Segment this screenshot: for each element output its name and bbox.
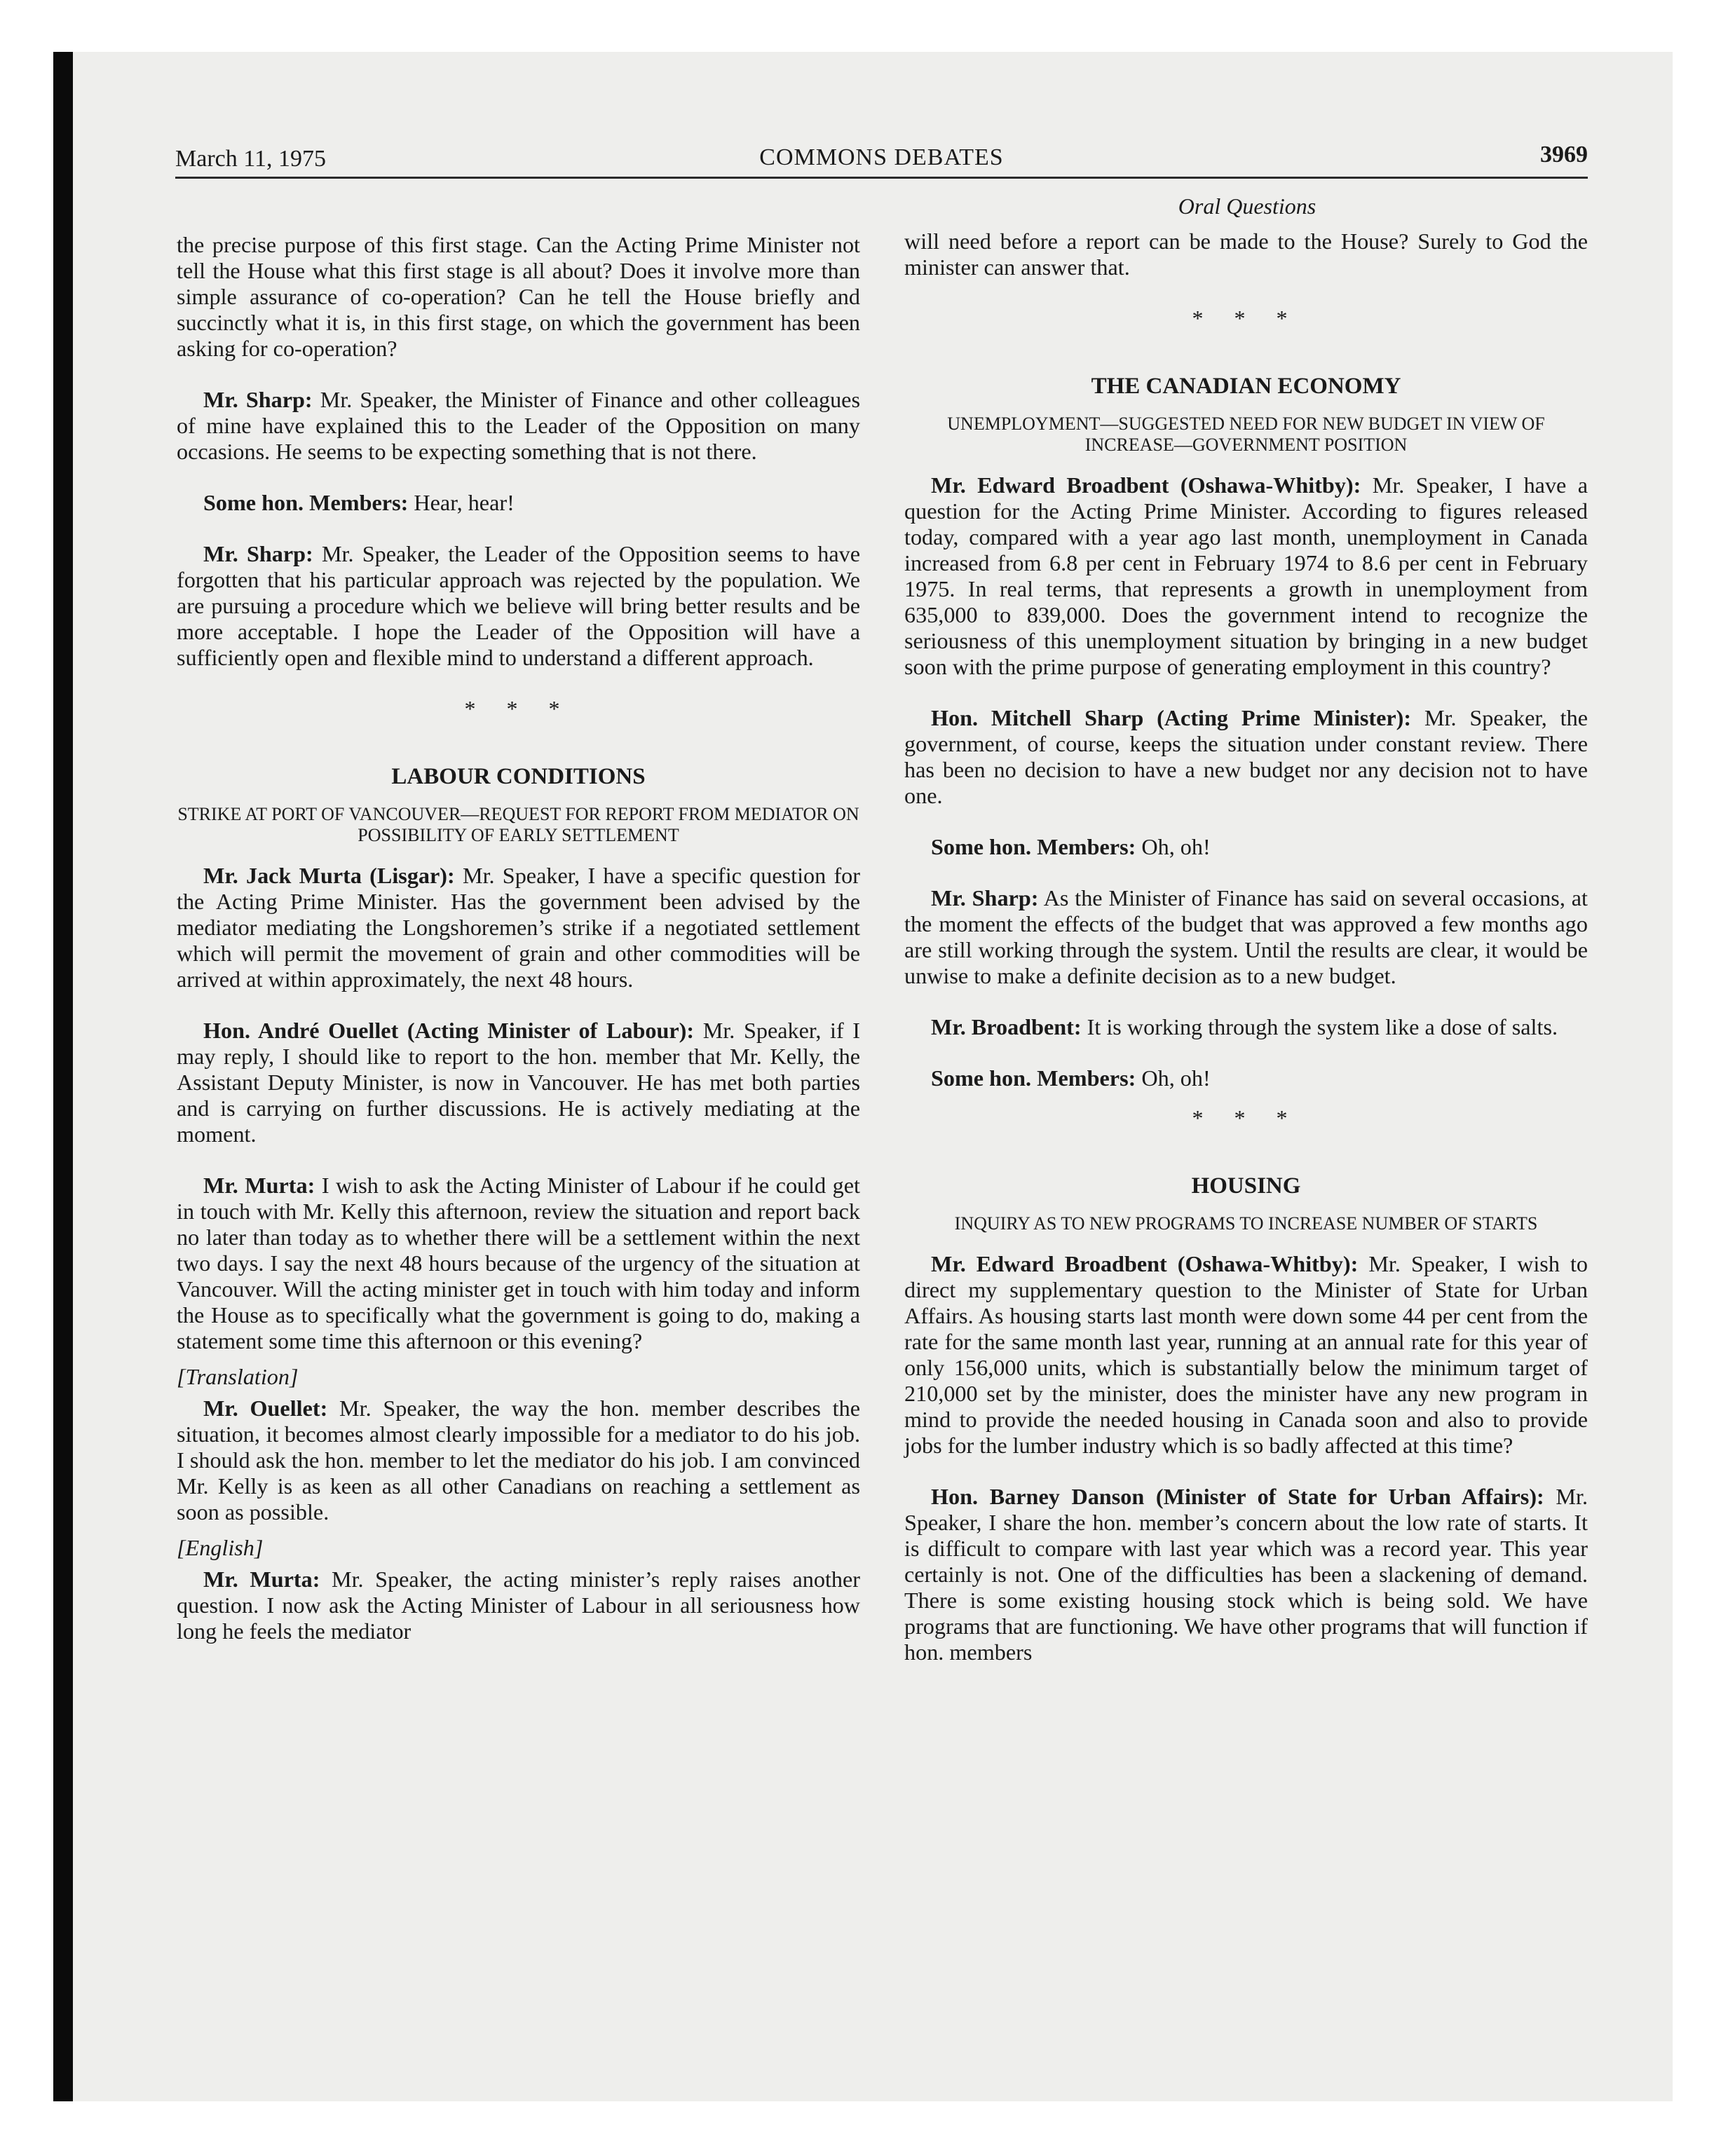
paragraph: will need before a report can be made to the House? Surely to God the minister can answer that.	[904, 228, 1588, 280]
speech-text: Mr. Speaker, I share the hon. member’s concern about the low rate of starts. It is difficult to compare with last year which was a record year. This year certainly is not. One of the difficulties has been a slackening of demand. There is some existing housing stock which is being sold. We have programs that are functioning. We have other programs that will function if hon. members	[904, 1484, 1588, 1665]
speaker-name: Some hon. Members:	[931, 1065, 1136, 1091]
header-date: March 11, 1975	[175, 146, 326, 172]
running-head: Oral Questions	[1178, 193, 1316, 219]
section-divider: * * *	[1192, 1105, 1300, 1131]
section-divider: * * *	[464, 696, 573, 721]
speech-text: Mr. Speaker, I wish to direct my supplementary question to the Minister of State for Urban Affairs. As housing starts last month were down some 44 per cent from the rate for the same month last year, running at an annual rate for this year of only 156,000 units, which is substantially below the minimum target of 210,000 set by the minister, does the minister have any new program in mind to provide the needed housing in Canada soon and also to provide jobs for the lumber industry which is so badly affected at this time?	[904, 1251, 1588, 1458]
right-column	[904, 228, 1588, 1691]
speech-text: Mr. Speaker, the acting minister’s reply raises another question. I now ask the Acting Minister of Labour in all seriousness how long he feels the mediator	[177, 1567, 860, 1644]
speaker-name: Hon. Barney Danson (Minister of State for Urban Affairs):	[931, 1484, 1544, 1509]
speaker-name: Mr. Edward Broadbent (Oshawa-Whitby):	[931, 472, 1361, 498]
section-heading: HOUSING	[1191, 1173, 1301, 1199]
section-subheading: UNEMPLOYMENT—SUGGESTED NEED FOR NEW BUDGET IN VIEW OF INCREASE—GOVERNMENT POSITION	[947, 414, 1545, 455]
speech-text: Oh, oh!	[1136, 1065, 1211, 1091]
speech-text: Mr. Speaker, the Minister of Finance and other colleagues of mine have explained this to the Leader of the Opposition on many occasions. He seems to be expecting something that is not there.	[177, 387, 860, 464]
speech-text: It is working through the system like a dose of salts.	[1081, 1014, 1558, 1039]
speech-paragraph	[177, 863, 860, 992]
section-divider: * * *	[1192, 306, 1300, 331]
page-number: 3969	[1540, 142, 1588, 168]
speaker-name: Some hon. Members:	[203, 490, 409, 515]
speaker-name: Mr. Edward Broadbent (Oshawa-Whitby):	[931, 1251, 1359, 1276]
speaker-name: Mr. Murta:	[203, 1173, 315, 1198]
speaker-name: Hon. André Ouellet (Acting Minister of Labour):	[203, 1018, 695, 1043]
speech-paragraph	[904, 472, 1588, 680]
speech-text: Oh, oh!	[1136, 834, 1211, 859]
speech-paragraph	[177, 1173, 860, 1354]
speech-paragraph	[177, 1018, 860, 1147]
paragraph: the precise purpose of this first stage. Can the Acting Prime Minister not tell the House what this first stage is all about? Does it involve more than simple assurance of co-operation? Can he tell the House briefly and succinctly what it is, in this first stage, on which the government has been asking for co-operation?	[177, 232, 860, 361]
section-subheading: INQUIRY AS TO NEW PROGRAMS TO INCREASE NUMBER OF STARTS	[954, 1213, 1538, 1234]
speaker-name: Mr. Sharp:	[203, 541, 313, 566]
speech-text: I wish to ask the Acting Minister of Labour if he could get in touch with Mr. Kelly this afternoon, review the situation and report back no later than today as to whether there will be a settlement within the next two days. I say the next 48 hours because of the urgency of the situation at Vancouver. Will the acting minister get in touch with him today and inform the House as to specifically what the government is going to do, making a statement some time this afternoon or this evening?	[177, 1173, 860, 1353]
page-header	[175, 140, 1588, 179]
section-subheading: STRIKE AT PORT OF VANCOUVER—REQUEST FOR REPORT FROM MEDIATOR ON POSSIBILITY OF EARLY SETTLEMENT	[177, 804, 859, 845]
language-marker: [English]	[177, 1535, 264, 1560]
speech-paragraph	[904, 834, 1588, 860]
speech-text: Mr. Speaker, if I may reply, I should like to report to the hon. member that Mr. Kelly, the Assistant Deputy Minister, is now in Vancouver. He has met both parties and is carrying on further discussions. He is actively mediating at the moment.	[177, 1018, 861, 1147]
speaker-name: Mr. Murta:	[203, 1567, 320, 1592]
speech-text: As the Minister of Finance has said on several occasions, at the moment the effects of the budget that was approved a few months ago are still working through the system. Until the results are clear, it would be unwise to make a definite decision as to a new budget.	[904, 885, 1588, 988]
language-marker: [Translation]	[177, 1364, 299, 1389]
speech-paragraph	[177, 490, 860, 516]
speech-paragraph	[177, 387, 860, 465]
speaker-name: Hon. Mitchell Sharp (Acting Prime Minister):	[931, 705, 1412, 730]
speech-paragraph	[177, 1567, 860, 1644]
speech-paragraph	[904, 705, 1588, 809]
speech-paragraph	[177, 1396, 860, 1525]
speaker-name: Some hon. Members:	[931, 834, 1136, 859]
speaker-name: Mr. Ouellet:	[203, 1396, 328, 1421]
speech-paragraph	[904, 1251, 1588, 1459]
header-title: COMMONS DEBATES	[759, 144, 1004, 170]
speaker-name: Mr. Sharp:	[931, 885, 1039, 910]
section-heading: THE CANADIAN ECONOMY	[1091, 374, 1401, 399]
speech-paragraph	[904, 1065, 1588, 1091]
section-heading: LABOUR CONDITIONS	[391, 764, 646, 789]
left-column	[177, 232, 860, 1670]
speech-text: Mr. Speaker, the government, of course, keeps the situation under constant review. There has been no decision to have a new budget nor any decision not to have one.	[904, 705, 1588, 808]
speech-text: Hear, hear!	[408, 490, 515, 515]
speaker-name: Mr. Broadbent:	[931, 1014, 1082, 1039]
speaker-name: Mr. Sharp:	[203, 387, 313, 412]
scan-edge-shadow	[53, 52, 73, 2101]
speech-text: Mr. Speaker, I have a specific question for the Acting Prime Minister. Has the government been advised by the mediator mediating the Longshoremen’s strike if a negotiated settlement which will permit the movement of grain and other commodities will be arrived at within approximately, the next 48 hours.	[177, 863, 860, 992]
speech-paragraph	[904, 1014, 1588, 1040]
speech-text: Mr. Speaker, the Leader of the Opposition seems to have forgotten that his particular approach was rejected by the population. We are pursuing a procedure which we believe will bring better results and be more acceptable. I hope the Leader of the Opposition will have a sufficiently open and flexible mind to understand a different approach.	[177, 541, 860, 670]
speech-text: Mr. Speaker, I have a question for the Acting Prime Minister. According to figures released today, compared with a year ago last month, unemployment in Canada increased from 6.8 per cent in February 1974 to 8.6 per cent in February 1975. In real terms, that represents a growth in unemployment from 635,000 to 839,000. Does the government intend to recognize the seriousness of this unemployment situation by bringing in a new budget soon with the prime purpose of generating employment in this country?	[904, 472, 1588, 679]
speaker-name: Mr. Jack Murta (Lisgar):	[203, 863, 455, 888]
speech-paragraph	[904, 885, 1588, 989]
speech-paragraph	[904, 1484, 1588, 1665]
speech-paragraph	[177, 541, 860, 671]
speech-text: Mr. Speaker, the way the hon. member describes the situation, it becomes almost clearly impossible for a mediator to do his job. I should ask the hon. member to let the mediator do his job. I am convinced Mr. Kelly is as keen as all other Canadians on reaching a settlement as soon as possible.	[177, 1396, 860, 1524]
